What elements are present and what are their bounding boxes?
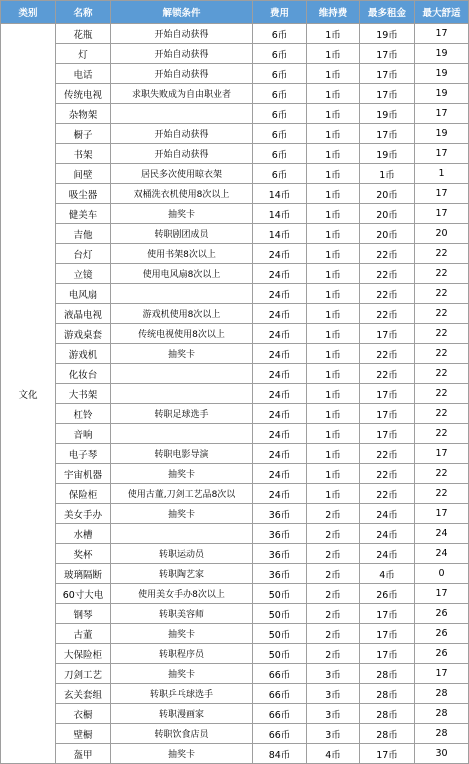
unlock-condition-cell: 使用美女手办8次以上 [111,584,253,604]
unlock-condition-cell: 转职运动员 [111,544,253,564]
upkeep-cell: 2币 [307,644,360,664]
max-comfort-cell: 22 [415,244,469,264]
upkeep-cell: 1币 [307,44,360,64]
header-upkeep: 维持费 [307,1,360,24]
item-name-cell: 吸尘器 [56,184,111,204]
max-comfort-cell: 26 [415,624,469,644]
item-name-cell: 水槽 [56,524,111,544]
max-comfort-cell: 22 [415,404,469,424]
header-category: 类别 [1,1,56,24]
unlock-condition-cell: 转职饮食店员 [111,724,253,744]
table-row [1,104,469,124]
max-rent-cell: 22币 [360,244,415,264]
cost-cell: 36币 [253,544,307,564]
header-max-comfort: 最大舒适 [415,1,469,24]
item-name-cell: 美女手办 [56,504,111,524]
table-row [1,684,469,704]
cost-cell: 14币 [253,224,307,244]
cost-cell: 6币 [253,44,307,64]
max-rent-cell: 20币 [360,224,415,244]
item-name-cell: 衣橱 [56,704,111,724]
item-name-cell: 宇宙机器 [56,464,111,484]
max-comfort-cell: 30 [415,744,469,764]
max-rent-cell: 17币 [360,84,415,104]
table-row [1,384,469,404]
cost-cell: 6币 [253,144,307,164]
max-comfort-cell: 19 [415,84,469,104]
max-rent-cell: 22币 [360,304,415,324]
item-name-cell: 间壁 [56,164,111,184]
table-row [1,724,469,744]
table-row [1,464,469,484]
upkeep-cell: 2币 [307,504,360,524]
max-rent-cell: 1币 [360,164,415,184]
table-row [1,744,469,764]
upkeep-cell: 1币 [307,164,360,184]
max-rent-cell: 17币 [360,424,415,444]
unlock-condition-cell: 开始自动获得 [111,24,253,44]
max-rent-cell: 17币 [360,64,415,84]
table-row [1,164,469,184]
item-name-cell: 健美车 [56,204,111,224]
item-name-cell: 花瓶 [56,24,111,44]
unlock-condition-cell [111,424,253,444]
unlock-condition-cell: 抽奖卡 [111,624,253,644]
table-row [1,204,469,224]
table-body [1,24,469,764]
max-rent-cell: 20币 [360,204,415,224]
unlock-condition-cell: 传统电视使用8次以上 [111,324,253,344]
max-comfort-cell: 17 [415,204,469,224]
cost-cell: 6币 [253,84,307,104]
upkeep-cell: 1币 [307,84,360,104]
max-rent-cell: 28币 [360,684,415,704]
item-name-cell: 60寸大电 [56,584,111,604]
unlock-condition-cell: 求职失败成为自由职业者 [111,84,253,104]
table-row [1,424,469,444]
max-rent-cell: 22币 [360,344,415,364]
unlock-condition-cell: 抽奖卡 [111,204,253,224]
max-rent-cell: 17币 [360,404,415,424]
max-comfort-cell: 22 [415,424,469,444]
upkeep-cell: 1币 [307,404,360,424]
max-comfort-cell: 17 [415,584,469,604]
upkeep-cell: 1币 [307,224,360,244]
upkeep-cell: 4币 [307,744,360,764]
max-comfort-cell: 28 [415,704,469,724]
item-name-cell: 盔甲 [56,744,111,764]
max-comfort-cell: 22 [415,264,469,284]
upkeep-cell: 3币 [307,704,360,724]
upkeep-cell: 1币 [307,444,360,464]
item-name-cell: 玻璃隔断 [56,564,111,584]
max-rent-cell: 22币 [360,464,415,484]
table-row [1,264,469,284]
upkeep-cell: 1币 [307,204,360,224]
unlock-condition-cell: 使用书架8次以上 [111,244,253,264]
max-rent-cell: 19币 [360,104,415,124]
cost-cell: 24币 [253,444,307,464]
upkeep-cell: 1币 [307,304,360,324]
header-max-rent: 最多租金 [360,1,415,24]
max-comfort-cell: 17 [415,504,469,524]
max-rent-cell: 28币 [360,724,415,744]
max-rent-cell: 24币 [360,504,415,524]
unlock-condition-cell: 转职程序员 [111,644,253,664]
header-name: 名称 [56,1,111,24]
table-row [1,124,469,144]
max-comfort-cell: 1 [415,164,469,184]
unlock-condition-cell: 开始自动获得 [111,44,253,64]
cost-cell: 6币 [253,24,307,44]
table-row [1,284,469,304]
unlock-condition-cell [111,364,253,384]
unlock-condition-cell: 游戏机使用8次以上 [111,304,253,324]
max-rent-cell: 17币 [360,604,415,624]
item-name-cell: 奖杯 [56,544,111,564]
unlock-condition-cell: 转职乒乓球选手 [111,684,253,704]
table-row [1,444,469,464]
max-rent-cell: 19币 [360,144,415,164]
max-comfort-cell: 17 [415,144,469,164]
max-rent-cell: 24币 [360,524,415,544]
max-comfort-cell: 19 [415,44,469,64]
upkeep-cell: 1币 [307,144,360,164]
max-comfort-cell: 24 [415,544,469,564]
upkeep-cell: 1币 [307,284,360,304]
cost-cell: 50币 [253,624,307,644]
max-comfort-cell: 22 [415,484,469,504]
cost-cell: 66币 [253,724,307,744]
item-name-cell: 吉他 [56,224,111,244]
cost-cell: 36币 [253,564,307,584]
item-name-cell: 化妆台 [56,364,111,384]
cost-cell: 24币 [253,484,307,504]
table-row [1,64,469,84]
cost-cell: 14币 [253,204,307,224]
max-comfort-cell: 17 [415,664,469,684]
cost-cell: 24币 [253,424,307,444]
max-rent-cell: 17币 [360,124,415,144]
upkeep-cell: 2币 [307,604,360,624]
max-comfort-cell: 22 [415,384,469,404]
max-rent-cell: 17币 [360,44,415,64]
upkeep-cell: 1币 [307,344,360,364]
max-comfort-cell: 0 [415,564,469,584]
max-comfort-cell: 17 [415,184,469,204]
max-comfort-cell: 22 [415,324,469,344]
upkeep-cell: 2币 [307,564,360,584]
upkeep-cell: 1币 [307,24,360,44]
unlock-condition-cell: 居民多次使用晾衣架 [111,164,253,184]
unlock-condition-cell: 转职电影导演 [111,444,253,464]
unlock-condition-cell: 抽奖卡 [111,504,253,524]
table-row [1,504,469,524]
item-name-cell: 立镜 [56,264,111,284]
table-row [1,184,469,204]
upkeep-cell: 1币 [307,384,360,404]
category-cell: 文化 [1,24,56,764]
upkeep-cell: 2币 [307,524,360,544]
cost-cell: 66币 [253,664,307,684]
max-rent-cell: 4币 [360,564,415,584]
unlock-condition-cell: 转职足球选手 [111,404,253,424]
max-comfort-cell: 17 [415,24,469,44]
item-name-cell: 杠铃 [56,404,111,424]
cost-cell: 24币 [253,244,307,264]
upkeep-cell: 3币 [307,664,360,684]
upkeep-cell: 1币 [307,124,360,144]
table-row [1,144,469,164]
cost-cell: 24币 [253,364,307,384]
max-comfort-cell: 19 [415,64,469,84]
max-rent-cell: 22币 [360,264,415,284]
upkeep-cell: 1币 [307,424,360,444]
max-rent-cell: 28币 [360,704,415,724]
table-row [1,484,469,504]
cost-cell: 24币 [253,404,307,424]
cost-cell: 14币 [253,184,307,204]
unlock-condition-cell: 转职漫画家 [111,704,253,724]
cost-cell: 50币 [253,604,307,624]
max-rent-cell: 28币 [360,664,415,684]
max-comfort-cell: 17 [415,104,469,124]
upkeep-cell: 1币 [307,324,360,344]
table-row [1,44,469,64]
table-row [1,604,469,624]
max-rent-cell: 24币 [360,544,415,564]
unlock-condition-cell: 双桶洗衣机使用8次以上 [111,184,253,204]
max-rent-cell: 19币 [360,24,415,44]
max-rent-cell: 22币 [360,364,415,384]
cost-cell: 84币 [253,744,307,764]
max-rent-cell: 17币 [360,624,415,644]
upkeep-cell: 1币 [307,484,360,504]
unlock-condition-cell: 开始自动获得 [111,124,253,144]
unlock-condition-cell: 抽奖卡 [111,344,253,364]
cost-cell: 24币 [253,304,307,324]
unlock-condition-cell [111,284,253,304]
max-rent-cell: 17币 [360,324,415,344]
unlock-condition-cell: 开始自动获得 [111,144,253,164]
item-name-cell: 台灯 [56,244,111,264]
cost-cell: 66币 [253,704,307,724]
upkeep-cell: 1币 [307,364,360,384]
item-name-cell: 书架 [56,144,111,164]
item-name-cell: 保险柜 [56,484,111,504]
cost-cell: 50币 [253,584,307,604]
table-row [1,224,469,244]
unlock-condition-cell: 转职陶艺家 [111,564,253,584]
item-name-cell: 音响 [56,424,111,444]
table-header-row [1,1,469,24]
max-comfort-cell: 28 [415,684,469,704]
max-comfort-cell: 26 [415,604,469,624]
cost-cell: 6币 [253,104,307,124]
header-cost: 费用 [253,1,307,24]
max-comfort-cell: 17 [415,444,469,464]
item-name-cell: 电话 [56,64,111,84]
upkeep-cell: 1币 [307,104,360,124]
cost-cell: 66币 [253,684,307,704]
table-row [1,324,469,344]
item-name-cell: 大书架 [56,384,111,404]
upkeep-cell: 1币 [307,464,360,484]
table-row [1,544,469,564]
cost-cell: 6币 [253,124,307,144]
item-name-cell: 大保险柜 [56,644,111,664]
item-name-cell: 游戏桌套 [56,324,111,344]
cost-cell: 24币 [253,324,307,344]
table-row [1,244,469,264]
item-name-cell: 电风扇 [56,284,111,304]
unlock-condition-cell [111,384,253,404]
upkeep-cell: 2币 [307,584,360,604]
item-name-cell: 橱子 [56,124,111,144]
upkeep-cell: 1币 [307,184,360,204]
cost-cell: 50币 [253,644,307,664]
max-comfort-cell: 26 [415,644,469,664]
table-row [1,84,469,104]
table-row [1,524,469,544]
table-row [1,664,469,684]
cost-cell: 6币 [253,64,307,84]
max-comfort-cell: 22 [415,284,469,304]
max-comfort-cell: 28 [415,724,469,744]
max-rent-cell: 26币 [360,584,415,604]
table-row [1,24,469,44]
item-name-cell: 杂物架 [56,104,111,124]
item-name-cell: 壁橱 [56,724,111,744]
item-name-cell: 刀剑工艺 [56,664,111,684]
unlock-condition-cell: 开始自动获得 [111,64,253,84]
item-name-cell: 游戏机 [56,344,111,364]
upkeep-cell: 1币 [307,244,360,264]
max-rent-cell: 22币 [360,284,415,304]
table-row [1,364,469,384]
item-name-cell: 液晶电视 [56,304,111,324]
max-comfort-cell: 22 [415,344,469,364]
table-row [1,564,469,584]
header-unlock-condition: 解锁条件 [111,1,253,24]
max-comfort-cell: 22 [415,304,469,324]
upkeep-cell: 1币 [307,64,360,84]
item-name-cell: 灯 [56,44,111,64]
unlock-condition-cell: 转职剧团成员 [111,224,253,244]
cost-cell: 36币 [253,504,307,524]
max-rent-cell: 17币 [360,644,415,664]
table-row [1,404,469,424]
unlock-condition-cell: 抽奖卡 [111,464,253,484]
unlock-condition-cell [111,524,253,544]
cost-cell: 24币 [253,384,307,404]
unlock-condition-cell: 转职美容师 [111,604,253,624]
cost-cell: 24币 [253,464,307,484]
max-comfort-cell: 24 [415,524,469,544]
max-comfort-cell: 20 [415,224,469,244]
max-comfort-cell: 22 [415,464,469,484]
table-row [1,344,469,364]
unlock-condition-cell: 抽奖卡 [111,744,253,764]
cost-cell: 24币 [253,344,307,364]
unlock-condition-cell: 抽奖卡 [111,664,253,684]
max-comfort-cell: 19 [415,124,469,144]
table-row [1,304,469,324]
max-rent-cell: 17币 [360,384,415,404]
table-row [1,704,469,724]
cost-cell: 36币 [253,524,307,544]
table-row [1,584,469,604]
item-name-cell: 传统电视 [56,84,111,104]
upkeep-cell: 2币 [307,624,360,644]
max-rent-cell: 22币 [360,484,415,504]
item-name-cell: 钢琴 [56,604,111,624]
upkeep-cell: 2币 [307,544,360,564]
item-name-cell: 电子琴 [56,444,111,464]
max-rent-cell: 22币 [360,444,415,464]
upkeep-cell: 1币 [307,264,360,284]
max-rent-cell: 17币 [360,744,415,764]
table-row [1,624,469,644]
unlock-condition-cell: 使用古董,刀剑工艺品8次以 [111,484,253,504]
cost-cell: 6币 [253,164,307,184]
item-name-cell: 古董 [56,624,111,644]
max-comfort-cell: 22 [415,364,469,384]
cost-cell: 24币 [253,264,307,284]
unlock-condition-cell [111,104,253,124]
table-row [1,644,469,664]
item-name-cell: 玄关套组 [56,684,111,704]
upkeep-cell: 3币 [307,724,360,744]
cost-cell: 24币 [253,284,307,304]
max-rent-cell: 20币 [360,184,415,204]
upkeep-cell: 3币 [307,684,360,704]
unlock-condition-cell: 使用电风扇8次以上 [111,264,253,284]
